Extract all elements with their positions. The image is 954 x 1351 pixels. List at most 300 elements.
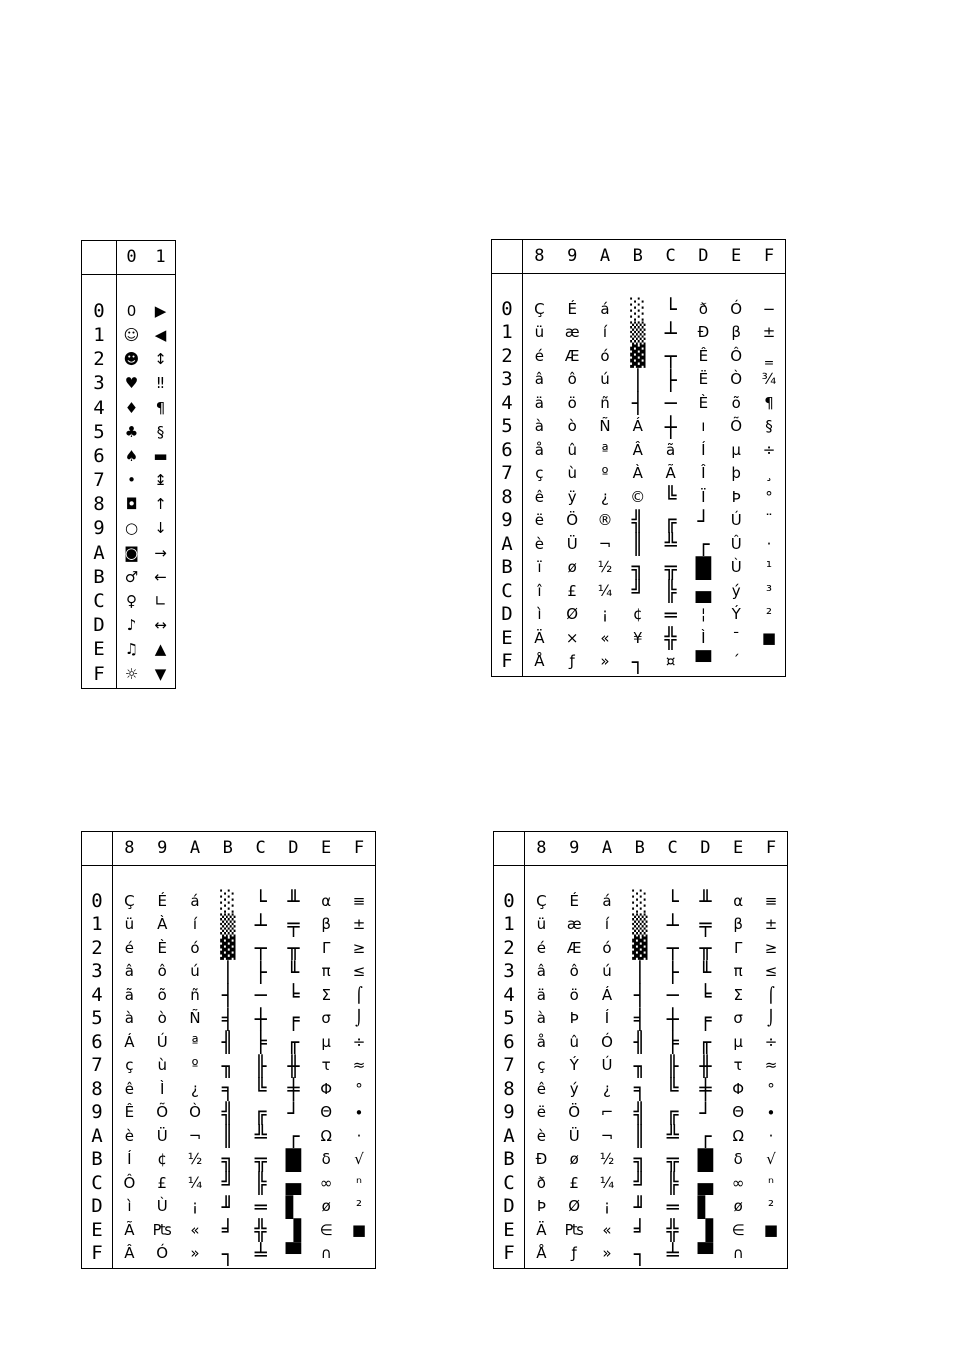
glyph-cell: ð (536, 1173, 546, 1192)
table-corner (494, 832, 525, 866)
glyph-cell: Γ (734, 938, 743, 957)
table-row (492, 439, 786, 463)
glyph-cell: Ë (698, 370, 709, 389)
glyph-cell: ╛ (221, 1218, 234, 1243)
glyph-cell: │ (633, 959, 646, 984)
glyph-cell: ┬ (254, 936, 267, 961)
glyph-cell: × (565, 628, 579, 647)
glyph-cell: æ (566, 915, 582, 934)
glyph-cell: ╞ (666, 1030, 679, 1055)
glyph-cell: ╪ (287, 1077, 300, 1102)
column-header: 1 (146, 241, 176, 275)
glyph-cell: π (733, 962, 743, 981)
row-header: F (82, 1242, 113, 1266)
glyph-cell: ▄ (285, 1171, 302, 1196)
table-row (82, 913, 376, 937)
glyph-cell: ╙ (699, 959, 712, 984)
glyph-cell: Û (730, 534, 742, 553)
glyph-cell: ¤ (665, 652, 676, 671)
glyph-cell: Ý (569, 1056, 579, 1075)
glyph-cell: ┼ (666, 1006, 679, 1031)
row-header: 9 (494, 1101, 525, 1125)
glyph-cell: ╔ (666, 1100, 679, 1125)
glyph-cell: ½ (597, 558, 613, 577)
glyph-cell: ← (154, 567, 167, 586)
glyph-cell: º (601, 464, 609, 483)
glyph-cell: ‼ (156, 374, 165, 393)
glyph-cell: Ó (730, 299, 743, 318)
glyph-cell: Φ (732, 1079, 745, 1098)
glyph-cell: î (537, 581, 542, 600)
table-row (82, 1054, 376, 1078)
glyph-cell: ¨ (765, 511, 773, 530)
glyph-cell: ç (125, 1056, 134, 1075)
table-row (492, 462, 786, 486)
glyph-cell: ⁿ (767, 1173, 774, 1192)
glyph-cell: ╓ (287, 1030, 300, 1055)
glyph-cell: é (536, 938, 547, 957)
glyph-cell: ² (767, 1197, 774, 1216)
glyph-cell: ò (567, 417, 577, 436)
glyph-cell: ¼ (599, 1173, 615, 1192)
glyph-cell: ◙ (124, 543, 139, 562)
glyph-cell: µ (321, 1032, 331, 1051)
glyph-cell: ╧ (254, 1241, 267, 1266)
glyph-cell: í (604, 915, 610, 934)
row-header: 6 (492, 439, 523, 463)
glyph-cell: π (321, 962, 331, 981)
glyph-cell: ╧ (666, 1241, 679, 1266)
glyph-cell: ╒ (287, 1006, 300, 1031)
glyph-cell: ³ (765, 581, 772, 600)
glyph-cell: » (190, 1244, 200, 1263)
glyph-cell: ² (765, 605, 772, 624)
glyph-cell: Ý (731, 605, 741, 624)
glyph-cell: ╘ (699, 983, 712, 1008)
glyph-cell: ╒ (699, 1006, 712, 1031)
glyph-cell: │ (631, 367, 644, 392)
glyph-cell: ê (124, 1079, 135, 1098)
glyph-cell: ¯ (732, 628, 740, 647)
glyph-cell: ¬ (598, 534, 612, 553)
glyph-cell: ┴ (254, 912, 267, 937)
glyph-cell: ╟ (666, 1053, 679, 1078)
glyph-cell: £ (157, 1173, 167, 1192)
glyph-cell: Θ (320, 1103, 333, 1122)
glyph-cell: È (698, 393, 709, 412)
row-header: 0 (82, 299, 117, 323)
column-header: C (244, 832, 277, 866)
column-header: 9 (556, 240, 589, 274)
glyph-cell: ╠ (664, 579, 677, 604)
glyph-cell: ö (569, 985, 579, 1004)
glyph-cell: ï (537, 558, 542, 577)
glyph-cell: ⌡ (355, 1009, 363, 1028)
glyph-cell: è (534, 534, 545, 553)
row-header: 2 (82, 937, 113, 961)
glyph-cell: ♫ (124, 640, 139, 659)
row-header: 1 (82, 913, 113, 937)
glyph-cell: ╚ (254, 1077, 267, 1102)
glyph-cell: ≡ (352, 891, 366, 910)
row-header: 8 (82, 1078, 113, 1102)
table-row (82, 1195, 376, 1219)
glyph-cell: ┼ (254, 1006, 267, 1031)
row-header: 1 (492, 321, 523, 345)
glyph-cell: ã (665, 440, 676, 459)
glyph-cell: í (602, 323, 608, 342)
glyph-cell: ñ (600, 393, 610, 412)
glyph-cell: ¬ (600, 1126, 614, 1145)
glyph-cell: ┬ (664, 344, 677, 369)
glyph-cell: σ (321, 1009, 331, 1028)
glyph-cell: ╖ (221, 1053, 234, 1078)
column-header: B (621, 240, 654, 274)
glyph-cell: á (600, 299, 610, 318)
glyph-cell: ╣ (633, 1100, 646, 1125)
glyph-cell: © (630, 487, 646, 506)
glyph-cell: ü (536, 915, 547, 934)
glyph-cell: ¬ (188, 1126, 202, 1145)
glyph-cell: β (733, 915, 743, 934)
glyph-cell: ║ (633, 1124, 646, 1149)
glyph-cell: µ (733, 1032, 743, 1051)
glyph-cell: ä (536, 985, 546, 1004)
table-row (494, 1031, 788, 1055)
row-header: 7 (494, 1054, 525, 1078)
glyph-cell: ∞ (731, 1173, 745, 1192)
glyph-cell: ¹ (765, 558, 772, 577)
glyph-cell: Ç (124, 891, 135, 910)
glyph-cell: Φ (320, 1079, 333, 1098)
glyph-cell: − (762, 299, 776, 318)
table-row (82, 1148, 376, 1172)
glyph-cell: ý (569, 1079, 579, 1098)
row-header: C (82, 589, 117, 613)
glyph-cell: Σ (321, 985, 331, 1004)
row-header: D (494, 1195, 525, 1219)
glyph-cell: Ã (665, 464, 676, 483)
table-corner (82, 241, 117, 275)
glyph-cell: ú (600, 370, 610, 389)
glyph-cell: ð (698, 299, 708, 318)
glyph-cell: ▀ (285, 1241, 302, 1266)
glyph-cell: ○ (124, 519, 139, 538)
glyph-cell: ╨ (287, 889, 300, 914)
glyph-cell: ç (537, 1056, 546, 1075)
glyph-cell: ø (569, 1150, 579, 1169)
code-page-table-pc437-control (81, 240, 176, 689)
glyph-cell: ≥ (352, 938, 366, 957)
table-row (82, 299, 176, 323)
glyph-cell: τ (321, 1056, 331, 1075)
glyph-cell: ô (157, 962, 167, 981)
table-row (492, 533, 786, 557)
glyph-cell: ó (190, 938, 200, 957)
glyph-cell: Î (701, 464, 706, 483)
table-row (82, 493, 176, 517)
glyph-cell: ┐ (221, 1241, 234, 1266)
row-header: 5 (492, 415, 523, 439)
glyph-cell: Á (124, 1032, 135, 1051)
glyph-cell: ╫ (699, 1053, 712, 1078)
glyph-cell: ₧ (152, 1220, 172, 1239)
table-row (82, 1219, 376, 1243)
glyph-cell: ÷ (764, 1032, 778, 1051)
glyph-cell: ▒ (630, 320, 646, 345)
table-row (82, 1242, 376, 1266)
code-page-table-upper-a (491, 239, 786, 677)
glyph-cell: Æ (566, 938, 582, 957)
table-row (492, 486, 786, 510)
glyph-cell: § (765, 417, 773, 436)
glyph-cell: α (321, 891, 332, 910)
glyph-cell: ´ (732, 652, 740, 671)
glyph-cell: ÿ (567, 487, 577, 506)
row-header: 5 (494, 1007, 525, 1031)
column-header: F (753, 240, 786, 274)
table-corner (82, 832, 113, 866)
glyph-cell: ▓ (630, 344, 646, 369)
table-row (494, 1172, 788, 1196)
glyph-cell: ░ (630, 297, 646, 322)
glyph-cell: √ (354, 1150, 364, 1169)
row-header: 9 (82, 517, 117, 541)
glyph-cell: ▲ (154, 640, 167, 659)
glyph-cell: é (534, 346, 545, 365)
row-header: 6 (494, 1031, 525, 1055)
glyph-cell: Ñ (599, 417, 611, 436)
glyph-cell: τ (733, 1056, 743, 1075)
glyph-cell: ╢ (221, 1030, 234, 1055)
table-row (494, 984, 788, 1008)
glyph-cell: ☻ (123, 350, 140, 369)
row-header: 9 (82, 1101, 113, 1125)
glyph-cell: É (569, 891, 579, 910)
glyph-cell: ↔ (154, 616, 167, 635)
glyph-cell: Γ (322, 938, 331, 957)
glyph-cell: Ω (320, 1126, 332, 1145)
glyph-cell: ² (355, 1197, 362, 1216)
glyph-cell: ═ (666, 1194, 679, 1219)
glyph-cell: ╣ (631, 508, 644, 533)
glyph-cell: º (191, 1056, 199, 1075)
glyph-cell: Á (632, 417, 643, 436)
row-header: 0 (492, 298, 523, 322)
glyph-cell: À (632, 464, 643, 483)
glyph-cell: ü (534, 323, 545, 342)
column-header: F (343, 832, 376, 866)
glyph-cell: ¿ (191, 1079, 199, 1098)
glyph-cell: À (157, 915, 168, 934)
glyph-cell: █ (285, 1147, 302, 1172)
glyph-cell: Õ (156, 1103, 169, 1122)
glyph-cell: ├ (666, 959, 679, 984)
row-header: 7 (82, 469, 117, 493)
glyph-cell: ┤ (631, 391, 644, 416)
column-header: D (277, 832, 310, 866)
table-row (494, 1219, 788, 1243)
row-header: 5 (82, 1007, 113, 1031)
glyph-cell: ƒ (571, 1244, 577, 1263)
glyph-cell: • (127, 471, 136, 490)
glyph-cell: ─ (664, 391, 677, 416)
glyph-cell: Á (601, 985, 613, 1004)
glyph-cell: § (156, 422, 165, 441)
glyph-cell: ■ (351, 1220, 367, 1239)
table-row (492, 368, 786, 392)
table-row (492, 603, 786, 627)
row-header: 2 (492, 345, 523, 369)
table-row (82, 420, 176, 444)
row-header: 4 (494, 984, 525, 1008)
column-header: 8 (113, 832, 146, 866)
glyph-cell: ╩ (666, 1124, 679, 1149)
table-row (82, 890, 376, 914)
glyph-cell: ▒ (220, 912, 236, 937)
glyph-cell: ‗ (765, 346, 773, 365)
glyph-cell: ◀ (154, 325, 167, 344)
row-header: 1 (82, 323, 117, 347)
glyph-cell: Ö (566, 511, 579, 530)
row-header: A (82, 541, 117, 565)
glyph-cell: ┴ (666, 912, 679, 937)
glyph-cell: Í (604, 1009, 610, 1028)
table-row (492, 345, 786, 369)
table-row (494, 1054, 788, 1078)
row-header: 4 (492, 392, 523, 416)
table-row (82, 1007, 376, 1031)
glyph-cell: ⌡ (767, 1009, 775, 1028)
row-header: D (82, 1195, 113, 1219)
glyph-cell: ├ (254, 959, 267, 984)
table-row (492, 392, 786, 416)
glyph-cell: ╤ (699, 912, 712, 937)
row-header: A (492, 533, 523, 557)
table-row (82, 1078, 376, 1102)
glyph-cell: ♠ (124, 446, 139, 465)
row-header: A (82, 1125, 113, 1149)
glyph-cell: ║ (631, 532, 644, 557)
glyph-cell: ÷ (762, 440, 776, 459)
table-row (82, 662, 176, 686)
row-header: F (494, 1242, 525, 1266)
table-row (82, 614, 176, 638)
row-header: 3 (82, 960, 113, 984)
glyph-cell: ╚ (664, 485, 677, 510)
glyph-cell: ╙ (287, 959, 300, 984)
glyph-cell: ▌ (697, 1194, 714, 1219)
glyph-cell: « (602, 1220, 612, 1239)
glyph-cell: ─ (254, 983, 267, 1008)
glyph-cell: √ (766, 1150, 776, 1169)
row-header: B (492, 556, 523, 580)
glyph-cell: ▀ (697, 1241, 714, 1266)
glyph-cell: ¢ (157, 1150, 167, 1169)
glyph-cell: █ (695, 555, 712, 580)
glyph-cell: Ö (568, 1103, 581, 1122)
glyph-cell: þ (731, 464, 741, 483)
glyph-cell: ê (536, 1079, 547, 1098)
glyph-cell: ½ (599, 1150, 615, 1169)
table-row (82, 638, 176, 662)
glyph-cell: ╨ (699, 889, 712, 914)
glyph-cell: Θ (732, 1103, 745, 1122)
glyph-cell: ╔ (664, 508, 677, 533)
table-row (82, 1031, 376, 1055)
table-row (82, 1125, 376, 1149)
glyph-cell: ▼ (154, 664, 167, 683)
glyph-cell: ª (601, 440, 609, 459)
glyph-cell: ∙ (766, 1103, 776, 1122)
glyph-cell: ╕ (221, 1077, 234, 1102)
glyph-cell: ¾ (761, 370, 777, 389)
row-header: 8 (492, 486, 523, 510)
glyph-cell: ó (602, 938, 612, 957)
glyph-cell: Ô (730, 346, 743, 365)
glyph-cell (755, 1242, 788, 1266)
glyph-cell: ò (157, 1009, 167, 1028)
glyph-cell: ▒ (632, 912, 648, 937)
row-header: 3 (82, 372, 117, 396)
glyph-cell: ╘ (287, 983, 300, 1008)
glyph-cell: Í (701, 440, 706, 459)
glyph-cell: ╪ (699, 1077, 712, 1102)
table-row (494, 1078, 788, 1102)
glyph-cell: ╗ (221, 1147, 234, 1172)
glyph-cell: ø (567, 558, 577, 577)
glyph-cell: Ò (730, 370, 743, 389)
glyph-cell: ▬ (153, 446, 168, 465)
column-header: B (623, 832, 656, 866)
glyph-cell: Ð (697, 323, 710, 342)
glyph-cell: ╠ (254, 1171, 267, 1196)
glyph-cell: ░ (632, 889, 648, 914)
row-header: E (82, 1219, 113, 1243)
row-header: 2 (82, 348, 117, 372)
glyph-cell: ↑ (154, 495, 167, 514)
glyph-cell: ù (157, 1056, 167, 1075)
glyph-cell: δ (321, 1150, 331, 1169)
table-row (82, 323, 176, 347)
table-row (82, 444, 176, 468)
glyph-cell: Ä (536, 1220, 547, 1239)
glyph-cell: ú (602, 962, 612, 981)
row-header: 3 (494, 960, 525, 984)
glyph-cell: ┐ (631, 649, 644, 674)
glyph-cell: « (190, 1220, 200, 1239)
glyph-cell: ┘ (699, 1100, 712, 1125)
glyph-cell: Ú (601, 1056, 613, 1075)
column-header: 9 (558, 832, 591, 866)
glyph-cell: ╚ (666, 1077, 679, 1102)
column-header: E (722, 832, 755, 866)
glyph-cell: ╡ (633, 1006, 646, 1031)
glyph-cell: ┤ (221, 983, 234, 1008)
row-header: 5 (82, 420, 117, 444)
glyph-cell: æ (564, 323, 580, 342)
glyph-cell: ▓ (220, 936, 236, 961)
row-header: C (494, 1172, 525, 1196)
glyph-cell: Ü (566, 534, 578, 553)
glyph-cell: » (602, 1244, 612, 1263)
table-row (492, 415, 786, 439)
table-row (494, 913, 788, 937)
glyph-cell: Ó (156, 1244, 169, 1263)
glyph-cell: ┐ (633, 1241, 646, 1266)
glyph-cell: ô (569, 962, 579, 981)
glyph-cell: ù (567, 464, 577, 483)
